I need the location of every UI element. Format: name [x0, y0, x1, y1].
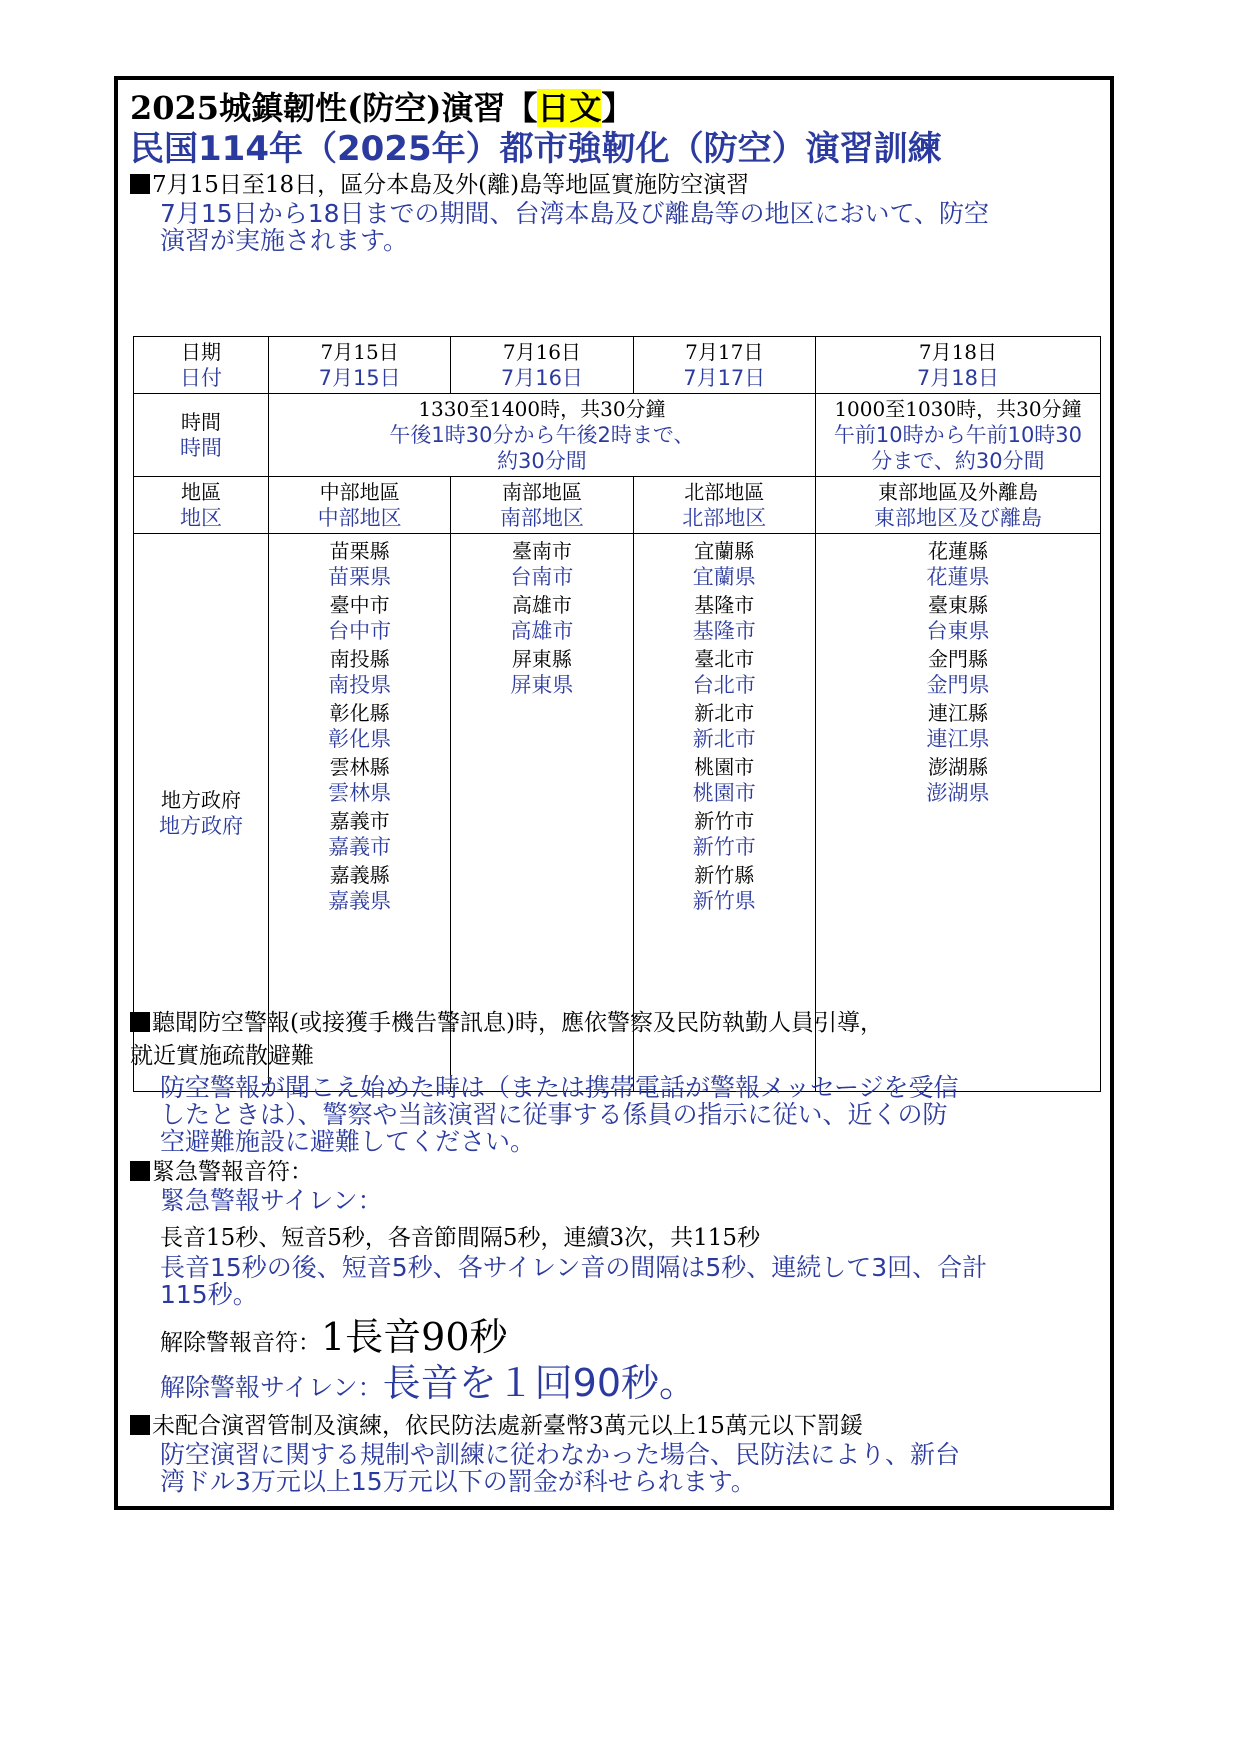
city-ja: 台北市 [692, 673, 756, 697]
section-3-zh-detail: 長音15秒、短音5秒，各音節間隔5秒，連續3次，共115秒 [160, 1225, 761, 1251]
language-highlight: 日文 [537, 89, 602, 127]
city-ja: 台南市 [510, 565, 574, 589]
clear-siren-ja-value: 長音を１回90秒。 [382, 1361, 697, 1405]
region-label-cell [134, 477, 269, 534]
time-b-ja: 午前10時から午前10時30 [833, 423, 1083, 447]
section-2-zh-text: 聽聞防空警報(或接獲手機告警訊息)時，應依警察及民防執勤人員引導， [152, 1010, 883, 1036]
region-ja: 東部地区及び離島 [873, 506, 1042, 530]
section-2-ja-line3: 空避難施設に避難してください。 [160, 1127, 536, 1156]
date-zh: 7月16日 [502, 340, 582, 364]
section-4-ja-line1: 防空演習に関する規制や訓練に従わなかった場合、民防法により、新台 [160, 1440, 961, 1469]
city-ja: 嘉義市 [328, 835, 392, 859]
city-zh: 新竹縣 [694, 863, 755, 887]
city-ja: 嘉義県 [328, 889, 392, 913]
city-ja: 基隆市 [692, 619, 756, 643]
city-zh: 臺北市 [694, 647, 755, 671]
gov-label-ja: 地方政府 [158, 813, 243, 838]
city-zh: 新北市 [694, 701, 755, 725]
city-ja: 新北市 [692, 727, 756, 751]
gov-label-zh: 地方政府 [160, 787, 241, 812]
city-zh: 連江縣 [927, 701, 988, 725]
clear-siren-zh-value: 1長音90秒 [321, 1315, 508, 1359]
section-2-ja-line1: 防空警報が聞こえ始めた時は（または携帯電話が警報メッセージを受信 [160, 1073, 959, 1102]
city-ja: 宜蘭県 [692, 565, 756, 589]
time-a-ja: 約30分間 [497, 449, 587, 473]
table-row-date [134, 337, 1101, 394]
city-zh: 南投縣 [329, 647, 390, 671]
section-3-ja-detail-2: 115秒。 [160, 1280, 258, 1309]
bullet-square-icon [130, 1415, 150, 1435]
city-zh: 苗栗縣 [329, 539, 390, 563]
section-1-ja-line2: 演習が実施されます。 [160, 226, 409, 255]
city-zh: 嘉義縣 [329, 863, 390, 887]
clear-siren-ja-label: 解除警報サイレン： [160, 1373, 383, 1402]
city-zh: 基隆市 [694, 593, 755, 617]
city-zh: 彰化縣 [329, 701, 390, 725]
bullet-square-icon [130, 1161, 150, 1181]
city-zh: 臺中市 [329, 593, 390, 617]
table-row-region [134, 477, 1101, 534]
title-prefix: 2025城鎮韌性(防空)演習【 [130, 89, 538, 127]
city-ja: 高雄市 [510, 619, 574, 643]
bullet-square-icon [130, 1012, 150, 1032]
city-ja: 台東県 [926, 619, 990, 643]
section-3-ja-detail-1: 長音15秒の後、短音5秒、各サイレン音の間隔は5秒、連続して3回、合計 [160, 1253, 988, 1282]
date-label-ja: 日付 [179, 366, 222, 390]
region-zh: 中部地區 [319, 480, 400, 504]
bullet-square-icon [130, 174, 150, 194]
city-ja: 澎湖県 [926, 781, 990, 805]
title-suffix: 】 [601, 89, 634, 127]
time-label-cell [134, 394, 269, 477]
time-cell-afternoon [268, 394, 815, 477]
city-ja: 苗栗県 [328, 565, 392, 589]
date-ja: 7月16日 [500, 366, 583, 390]
time-cell-morning [815, 394, 1100, 477]
city-zh: 雲林縣 [329, 755, 390, 779]
section-4-zh [130, 1411, 1098, 1441]
schedule-table [133, 336, 1101, 1092]
date-cell [815, 337, 1100, 394]
city-zh: 臺南市 [511, 539, 572, 563]
date-zh: 7月15日 [320, 340, 399, 364]
section-2-zh [130, 1008, 1098, 1038]
city-zh: 桃園市 [694, 755, 755, 779]
city-ja: 新竹県 [692, 889, 756, 913]
city-zh: 金門縣 [927, 647, 988, 671]
region-ja: 南部地区 [499, 506, 584, 530]
date-cell [451, 337, 633, 394]
section-2-zh-line2: 就近實施疏散避難 [130, 1043, 314, 1069]
date-ja: 7月18日 [916, 366, 999, 390]
city-ja: 雲林県 [328, 781, 392, 805]
city-zh: 屏東縣 [511, 647, 572, 671]
date-zh: 7月17日 [685, 340, 764, 364]
time-label-zh: 時間 [180, 410, 221, 434]
title-zh [130, 88, 1098, 128]
city-ja: 台中市 [328, 619, 392, 643]
section-3-zh-text: 緊急警報音符： [152, 1159, 313, 1185]
date-ja: 7月15日 [318, 366, 401, 390]
city-ja: 南投県 [328, 673, 392, 697]
city-ja: 連江県 [926, 727, 990, 751]
city-zh: 高雄市 [511, 593, 572, 617]
document-lower [130, 1008, 1098, 1495]
clear-siren-ja [130, 1360, 1098, 1411]
section-4-ja-line2: 湾ドル3万元以上15万元以下の罰金が科せられます。 [160, 1467, 756, 1496]
region-zh: 東部地區及外離島 [877, 480, 1038, 504]
document-body [130, 88, 1098, 254]
date-label-zh: 日期 [180, 340, 221, 364]
section-4-zh-text: 未配合演習管制及演練，依民防法處新臺幣3萬元以上15萬元以下罰鍰 [152, 1413, 863, 1439]
city-ja: 花蓮県 [926, 565, 990, 589]
date-cell [268, 337, 450, 394]
city-zh: 花蓮縣 [927, 539, 988, 563]
city-ja: 金門県 [926, 673, 990, 697]
city-ja: 新竹市 [692, 835, 756, 859]
title-ja: 民国114年（2025年）都市強靭化（防空）演習訓練 [130, 129, 942, 169]
clear-siren-zh [130, 1314, 1098, 1360]
city-zh: 新竹市 [694, 809, 755, 833]
date-cell [633, 337, 815, 394]
section-3-ja: 緊急警報サイレン： [160, 1186, 383, 1215]
region-ja: 北部地区 [682, 506, 767, 530]
time-a-ja: 午後1時30分から午後2時まで、 [389, 423, 695, 447]
date-label-cell [134, 337, 269, 394]
time-label-ja: 時間 [179, 436, 222, 460]
region-cell [633, 477, 815, 534]
section-3-zh [130, 1157, 1098, 1187]
city-zh: 宜蘭縣 [694, 539, 755, 563]
time-b-ja: 分まで、約30分間 [871, 449, 1045, 473]
region-zh: 南部地區 [501, 480, 582, 504]
section-1-ja-line1: 7月15日から18日までの期間、台湾本島及び離島等の地区において、防空 [160, 199, 990, 228]
section-1-zh [130, 170, 1098, 200]
document-frame [114, 76, 1114, 1510]
region-cell [815, 477, 1100, 534]
city-zh: 澎湖縣 [927, 755, 988, 779]
region-zh: 北部地區 [684, 480, 765, 504]
clear-siren-zh-label: 解除警報音符： [160, 1330, 321, 1356]
city-ja: 桃園市 [692, 781, 756, 805]
region-label-zh: 地區 [180, 480, 221, 504]
date-ja: 7月17日 [683, 366, 766, 390]
date-zh: 7月18日 [918, 340, 998, 364]
city-ja: 彰化県 [328, 727, 392, 751]
region-cell [451, 477, 633, 534]
city-ja: 屏東県 [510, 673, 574, 697]
region-label-ja: 地区 [179, 506, 222, 530]
region-cell [268, 477, 450, 534]
section-1-zh-text: 7月15日至18日，區分本島及外(離)島等地區實施防空演習 [152, 172, 750, 198]
region-ja: 中部地区 [317, 506, 402, 530]
city-zh: 嘉義市 [329, 809, 390, 833]
section-2-ja-line2: したときは）、警察や当該演習に従事する係員の指示に従い、近くの防 [160, 1100, 948, 1129]
table-row-time [134, 394, 1101, 477]
time-a-zh: 1330至1400時，共30分鐘 [418, 397, 666, 421]
time-b-zh: 1000至1030時，共30分鐘 [834, 397, 1082, 421]
city-zh: 臺東縣 [927, 593, 988, 617]
